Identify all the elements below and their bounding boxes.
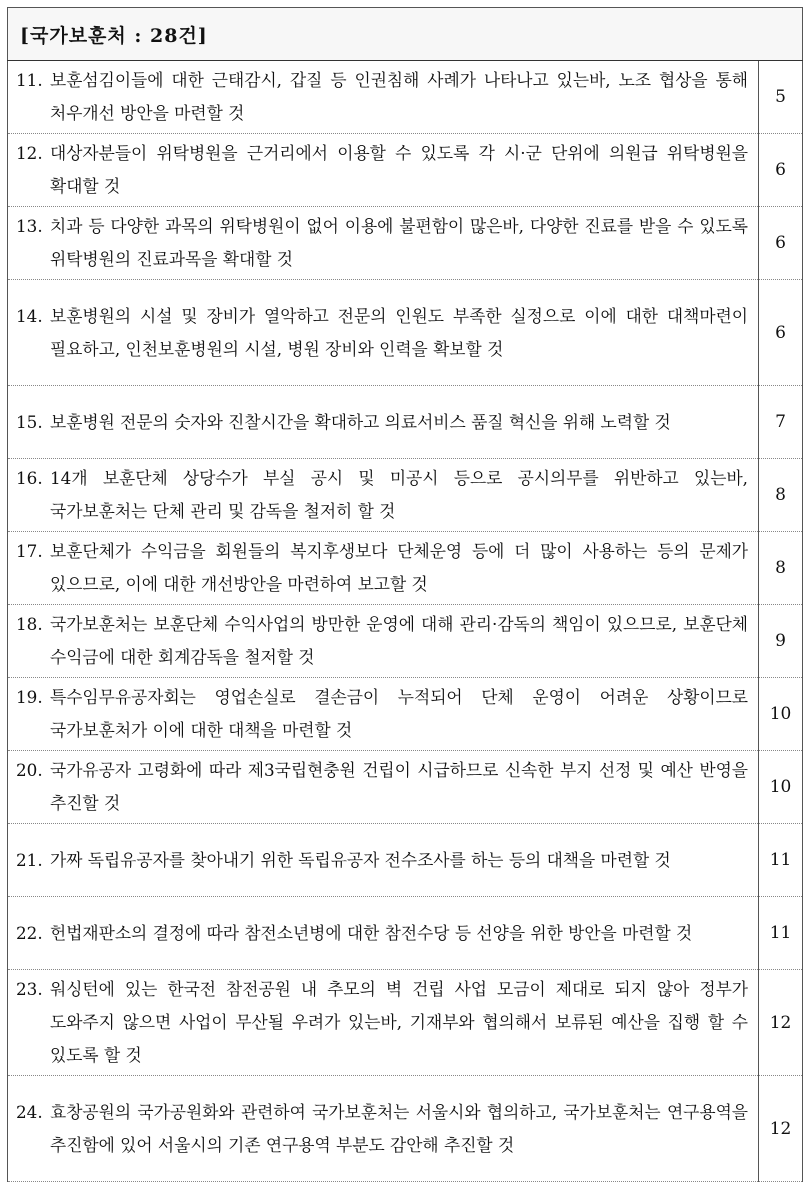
item-number: 18. [16,614,43,634]
page-number: 9 [759,605,803,678]
table-row [8,207,803,280]
item-text: 보훈단체가 수익금을 회원들의 복지후생보다 단체운영 등에 더 많이 사용하는 등의 문제가 있으므로, 이에 대한 개선방안을 마련하여 보고할 것 [50,541,748,594]
table-row [8,970,803,1076]
page-number: 10 [759,751,803,824]
item-text: 치과 등 다양한 과목의 위탁병원이 없어 이용에 불편함이 많은바, 다양한 진료를 받을 수 있도록 위탁병원의 진료과목을 확대할 것 [50,216,748,269]
item-number: 11. [16,70,43,90]
item-text: 헌법재판소의 결정에 따라 참전소년병에 대한 참전수당 등 선양을 위한 방안을 마련할 것 [50,922,693,943]
page-number: 11 [759,897,803,970]
item-number: 14. [16,305,43,326]
page-number: 12 [759,1076,803,1182]
item-text: 가짜 독립유공자를 찾아내기 위한 독립유공자 전수조사를 하는 등의 대책을 마련할 것 [50,849,671,870]
item-text: 보훈병원 전문의 숫자와 진찰시간을 확대하고 의료서비스 품질 혁신을 위해 노력할 것 [50,411,671,432]
section-title: [국가보훈처 : 28건] [20,24,208,47]
page-number: 8 [759,532,803,605]
item-text: 14개 보훈단체 상당수가 부실 공시 및 미공시 등으로 공시의무를 위반하고 있는바, 국가보훈처는 단체 관리 및 감독을 철저히 할 것 [50,468,748,521]
table-row [8,751,803,824]
table-row [8,134,803,207]
table-row [8,605,803,678]
item-number: 23. [16,979,43,999]
page-number: 11 [759,824,803,897]
table-row [8,532,803,605]
item-number: 24. [16,1101,43,1122]
item-text: 대상자분들이 위탁병원을 근거리에서 이용할 수 있도록 각 시·군 단위에 의원급 위탁병원을 확대할 것 [50,143,748,196]
table-row [8,386,803,459]
page-number: 6 [759,280,803,386]
item-number: 20. [16,760,43,780]
item-number: 17. [16,541,43,561]
item-text: 국가보훈처는 보훈단체 수익사업의 방만한 운영에 대해 관리·감독의 책임이 있으므로, 보훈단체 수익금에 대한 회계감독을 철저할 것 [50,614,748,667]
item-text: 워싱턴에 있는 한국전 참전공원 내 추모의 벽 건립 사업 모금이 제대로 되지 않아 정부가 도와주지 않으면 사업이 무산될 우려가 있는바, 기재부와 협의해서 보류된 예산을 집행 할 수 있도록 할 것 [50,979,748,1065]
table-header-row [8,8,803,61]
item-number: 21. [16,849,43,870]
table-row [8,280,803,386]
page-number: 8 [759,459,803,532]
page-number: 6 [759,207,803,280]
item-text: 효창공원의 국가공원화와 관련하여 국가보훈처는 서울시와 협의하고, 국가보훈처는 연구용역을 추진함에 있어 서울시의 기존 연구용역 부분도 감안해 추진할 것 [50,1101,748,1155]
table-row [8,1076,803,1182]
item-number: 19. [16,687,43,707]
document [7,7,802,1182]
item-number: 16. [16,468,43,488]
item-text: 국가유공자 고령화에 따라 제3국립현충원 건립이 시급하므로 신속한 부지 선정 및 예산 반영을 추진할 것 [50,760,748,813]
item-text: 보훈병원의 시설 및 장비가 열악하고 전문의 인원도 부족한 실정으로 이에 대한 대책마련이 필요하고, 인천보훈병원의 시설, 병원 장비와 인력을 확보할 것 [50,305,748,359]
item-text: 특수임무유공자회는 영업손실로 결손금이 누적되어 단체 운영이 어려운 상황이므로 국가보훈처가 이에 대한 대책을 마련할 것 [50,687,748,740]
item-number: 15. [16,411,43,432]
page-number: 6 [759,134,803,207]
page-number: 10 [759,678,803,751]
item-text: 보훈섬김이들에 대한 근태감시, 갑질 등 인권침해 사례가 나타나고 있는바, 노조 협상을 통해 처우개선 방안을 마련할 것 [50,70,748,123]
table-row [8,824,803,897]
item-number: 22. [16,922,43,943]
table-row [8,678,803,751]
page-number: 12 [759,970,803,1076]
table-row [8,61,803,134]
item-number: 13. [16,216,43,236]
items-table [7,7,803,1182]
table-header-cell [8,8,803,61]
table-row [8,897,803,970]
table-row [8,459,803,532]
page-number: 7 [759,386,803,459]
item-number: 12. [16,143,43,163]
page-number: 5 [759,61,803,134]
